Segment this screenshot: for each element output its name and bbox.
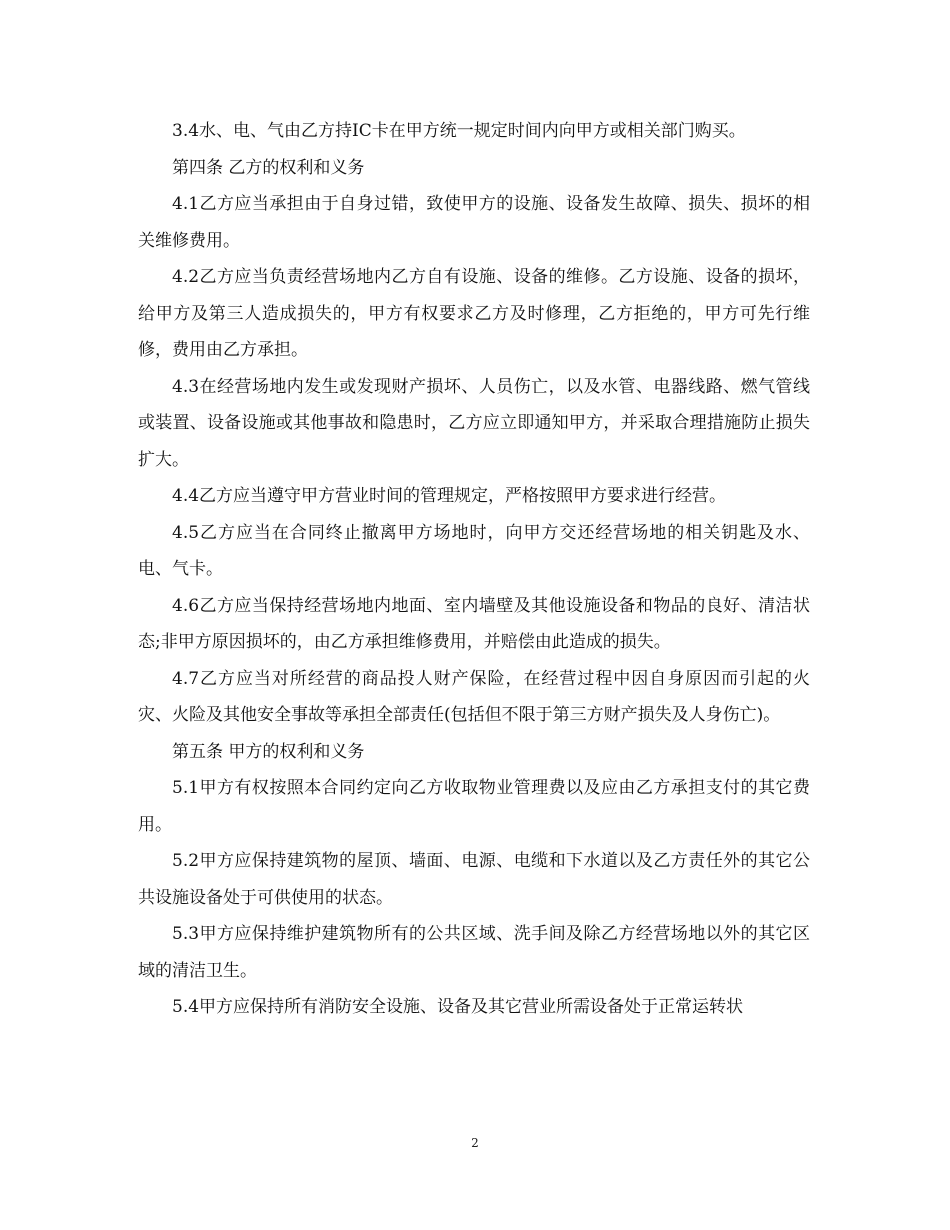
page-number: 2	[471, 1136, 479, 1150]
paragraph-4-6: 4.6乙方应当保持经营场地内地面、室内墙壁及其他设施设备和物品的良好、清洁状态;非甲方原因损坏的，由乙方承担维修费用，并赔偿由此造成的损失。	[138, 595, 810, 652]
paragraph-4-4: 4.4乙方应当遵守甲方营业时间的管理规定，严格按照甲方要求进行经营。	[172, 486, 727, 506]
heading-article-5: 第五条 甲方的权利和义务	[172, 741, 365, 762]
paragraph-4-3: 4.3在经营场地内发生或发现财产损坏、人员伤亡，以及水管、电器线路、燃气管线或装置、设备设施或其他事故和隐患时，乙方应立即通知甲方，并采取合理措施防止损失扩大。	[138, 376, 810, 470]
paragraph-5-4: 5.4甲方应保持所有消防安全设施、设备及其它营业所需设备处于正常运转状	[172, 997, 744, 1017]
paragraph-4-7: 4.7乙方应当对所经营的商品投人财产保险，在经营过程中因自身原因而引起的火灾、火险及其他安全事故等承担全部责任(包括但不限于第三方财产损失及人身伤亡)。	[138, 668, 810, 725]
paragraph-5-3: 5.3甲方应保持维护建筑物所有的公共区域、洗手间及除乙方经营场地以外的其它区域的清洁卫生。	[138, 924, 810, 981]
paragraph-4-2: 4.2乙方应当负责经营场地内乙方自有设施、设备的维修。乙方设施、设备的损坏，给甲方及第三人造成损失的，甲方有权要求乙方及时修理，乙方拒绝的，甲方可先行维修，费用由乙方承担。	[138, 267, 810, 360]
heading-article-4: 第四条 乙方的权利和义务	[172, 157, 365, 178]
paragraph-4-5: 4.5乙方应当在合同终止撤离甲方场地时，向甲方交还经营场地的相关钥匙及水、电、气卡。	[138, 522, 810, 579]
paragraph-3-4: 3.4水、电、气由乙方持IC卡在甲方统一规定时间内向甲方或相关部门购买。	[172, 121, 746, 141]
paragraph-4-1: 4.1乙方应当承担由于自身过错，致使甲方的设施、设备发生故障、损失、损坏的相关维修费用。	[138, 194, 810, 251]
paragraph-5-1: 5.1甲方有权按照本合同约定向乙方收取物业管理费以及应由乙方承担支付的其它费用。	[138, 778, 810, 835]
paragraph-5-2: 5.2甲方应保持建筑物的屋顶、墙面、电源、电缆和下水道以及乙方责任外的其它公共设施设备处于可供使用的状态。	[138, 851, 810, 908]
document-body	[138, 113, 810, 1026]
